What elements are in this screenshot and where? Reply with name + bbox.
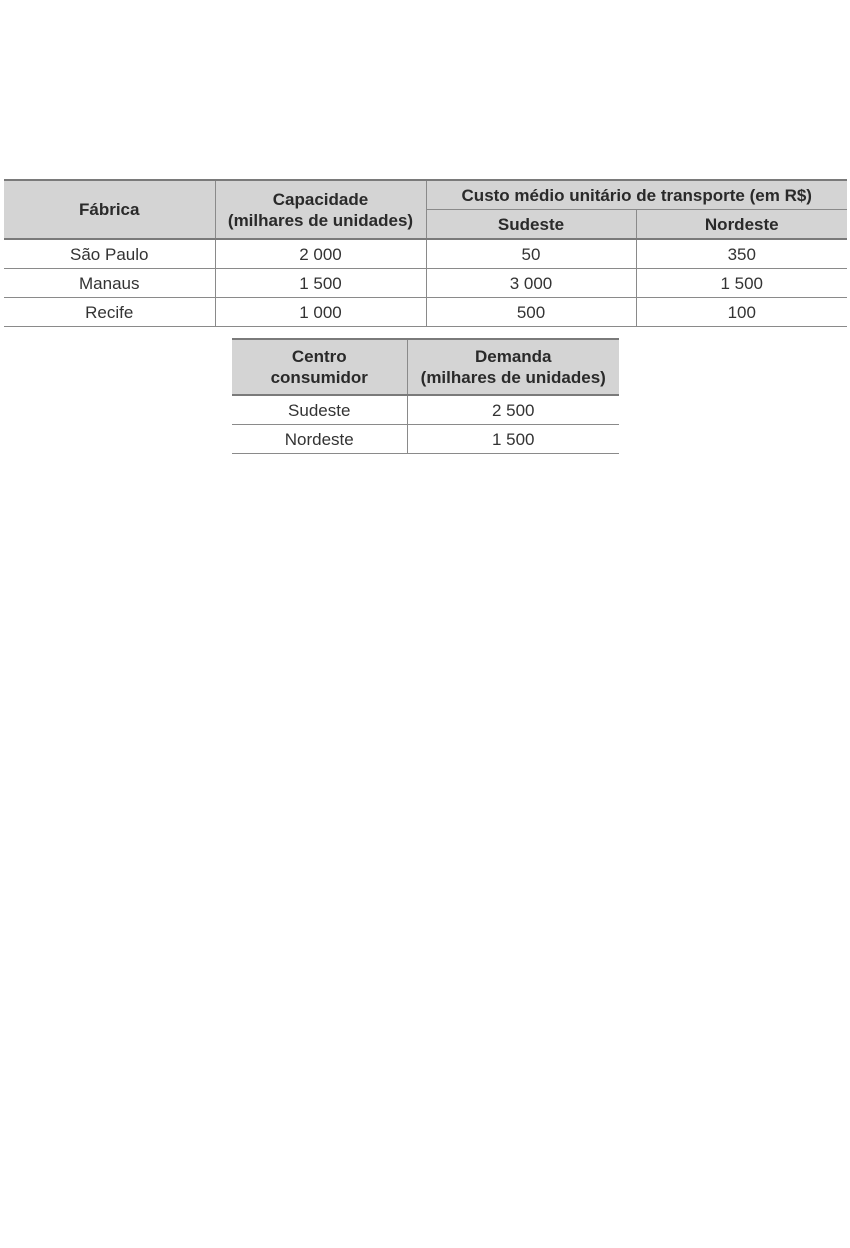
- transport-cost-header: Custo médio unitário de transporte (em R$): [426, 180, 847, 210]
- consumer-center-cell: Nordeste: [232, 425, 407, 454]
- factory-cell: Recife: [4, 298, 215, 327]
- demand-header: [407, 339, 619, 395]
- southeast-cost-cell: 50: [426, 239, 636, 269]
- capacity-cost-table: [4, 179, 847, 327]
- table-row: [232, 425, 619, 454]
- demand-header-line2: (milhares de unidades): [420, 368, 606, 387]
- southeast-header: Sudeste: [426, 210, 636, 240]
- table-row: [4, 239, 847, 269]
- capacity-cell: 1 500: [215, 269, 426, 298]
- capacity-header: [215, 180, 426, 239]
- capacity-cell: 1 000: [215, 298, 426, 327]
- southeast-cost-cell: 3 000: [426, 269, 636, 298]
- consumer-center-header: [232, 339, 407, 395]
- demand-table: [232, 338, 619, 454]
- consumer-center-header-line2: consumidor: [270, 368, 368, 387]
- factory-cell: São Paulo: [4, 239, 215, 269]
- southeast-cost-cell: 500: [426, 298, 636, 327]
- table-row: [232, 395, 619, 425]
- demand-cell: 2 500: [407, 395, 619, 425]
- demand-cell: 1 500: [407, 425, 619, 454]
- factory-cell: Manaus: [4, 269, 215, 298]
- factory-header: Fábrica: [4, 180, 215, 239]
- consumer-center-cell: Sudeste: [232, 395, 407, 425]
- northeast-header: Nordeste: [636, 210, 847, 240]
- table-row: [4, 298, 847, 327]
- northeast-cost-cell: 1 500: [636, 269, 847, 298]
- demand-header-line1: Demanda: [474, 347, 552, 366]
- capacity-cell: 2 000: [215, 239, 426, 269]
- capacity-header-line2: (milhares de unidades): [227, 210, 414, 230]
- consumer-center-header-line1: Centro: [291, 347, 347, 366]
- capacity-header-line1: Capacidade: [272, 189, 369, 209]
- northeast-cost-cell: 100: [636, 298, 847, 327]
- table-row: [4, 269, 847, 298]
- northeast-cost-cell: 350: [636, 239, 847, 269]
